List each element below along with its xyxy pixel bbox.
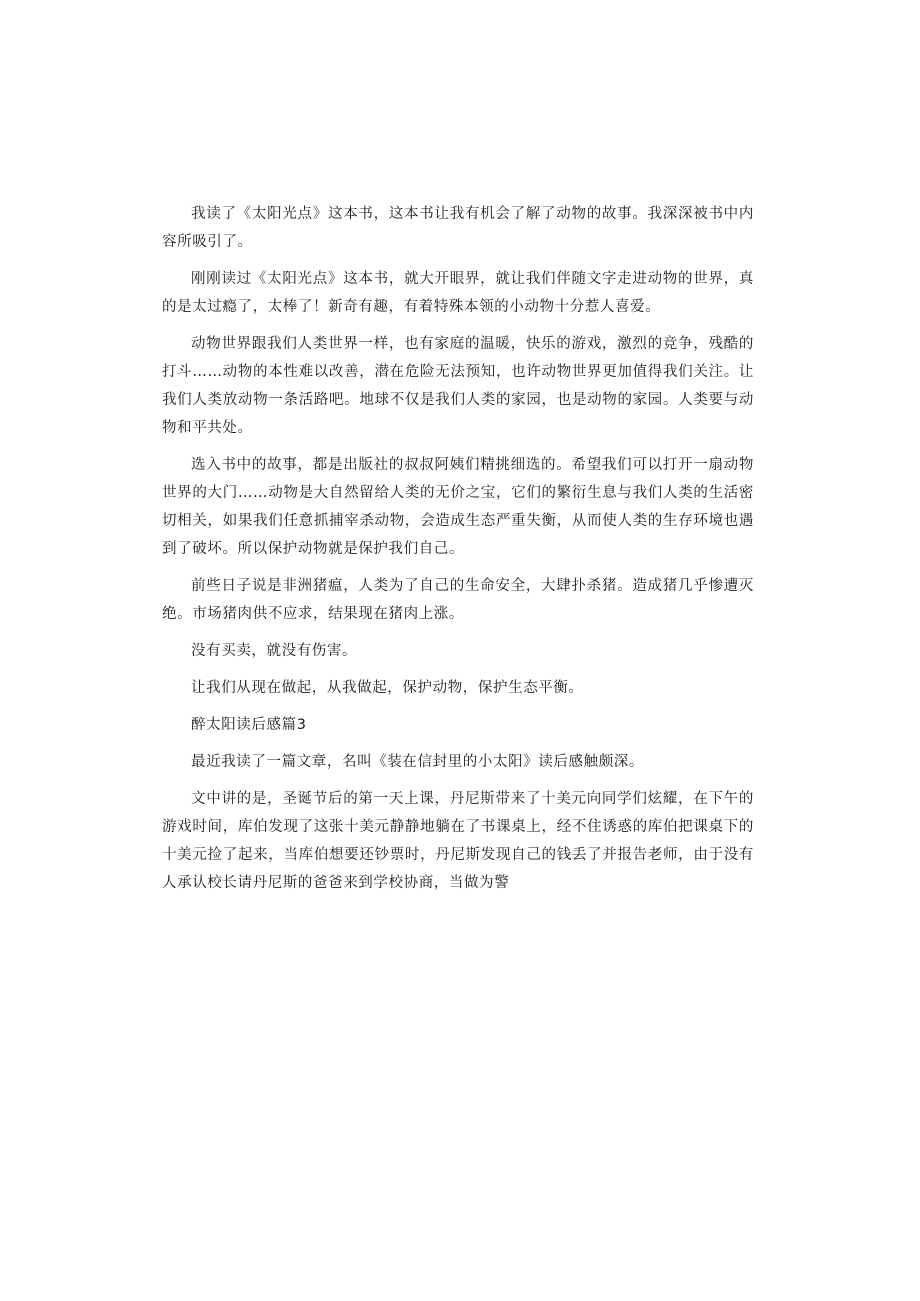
paragraph-6: 没有买卖，就没有伤害。 bbox=[191, 643, 358, 659]
paragraph-9: 文中讲的是，圣诞节后的第一天上课，丹尼斯带来了十美元向同学们炫耀，在下午的游戏时间，库伯发现了这张十美元静静地躺在了书课桌上，经不住诱惑的库伯把课桌下的十美元捡了起来，当库伯想要还钞票时，丹尼斯发现自己的钱丢了并报告老师，由于没有人承认校长请丹尼斯的爸爸来到学校协商，当做为警 bbox=[162, 791, 754, 891]
document-body bbox=[162, 200, 754, 906]
paragraph-5: 前些日子说是非洲猪瘟，人类为了自己的生命安全，大肆扑杀猪。造成猪几乎惨遭灭绝。市场猪肉供不应求，结果现在猪肉上涨。 bbox=[162, 578, 754, 622]
paragraph-3: 动物世界跟我们人类世界一样，也有家庭的温暖，快乐的游戏，激烈的竞争，残酷的打斗……动物的本性难以改善，潜在危险无法预知，也许动物世界更加值得我们关注。让我们人类放动物一条活路吧。地球不仅是我们人类的家园，也是动物的家园。人类要与动物和平共处。 bbox=[162, 336, 754, 436]
paragraph-1: 我读了《太阳光点》这本书，这本书让我有机会了解了动物的故事。我深深被书中内容所吸引了。 bbox=[162, 206, 754, 250]
paragraph-7: 让我们从现在做起，从我做起，保护动物，保护生态平衡。 bbox=[191, 680, 584, 696]
paragraph-4: 选入书中的故事，都是出版社的叔叔阿姨们精挑细选的。希望我们可以打开一扇动物世界的大门……动物是大自然留给人类的无价之宝，它们的繁衍生息与我们人类的生活密切相关，如果我们任意抓捕宰杀动物，会造成生态严重失衡，从而使人类的生存环境也遇到了破坏。所以保护动物就是保护我们自己。 bbox=[162, 457, 754, 557]
paragraph-8: 最近我读了一篇文章，名叫《装在信封里的小太阳》读后感触颇深。 bbox=[191, 754, 644, 770]
paragraph-2: 刚刚读过《太阳光点》这本书，就大开眼界，就让我们伴随文字走进动物的世界，真的是太过瘾了，太棒了！新奇有趣，有着特殊本领的小动物十分惹人喜爱。 bbox=[162, 271, 754, 315]
section-heading: 醉太阳读后感篇3 bbox=[191, 717, 307, 733]
